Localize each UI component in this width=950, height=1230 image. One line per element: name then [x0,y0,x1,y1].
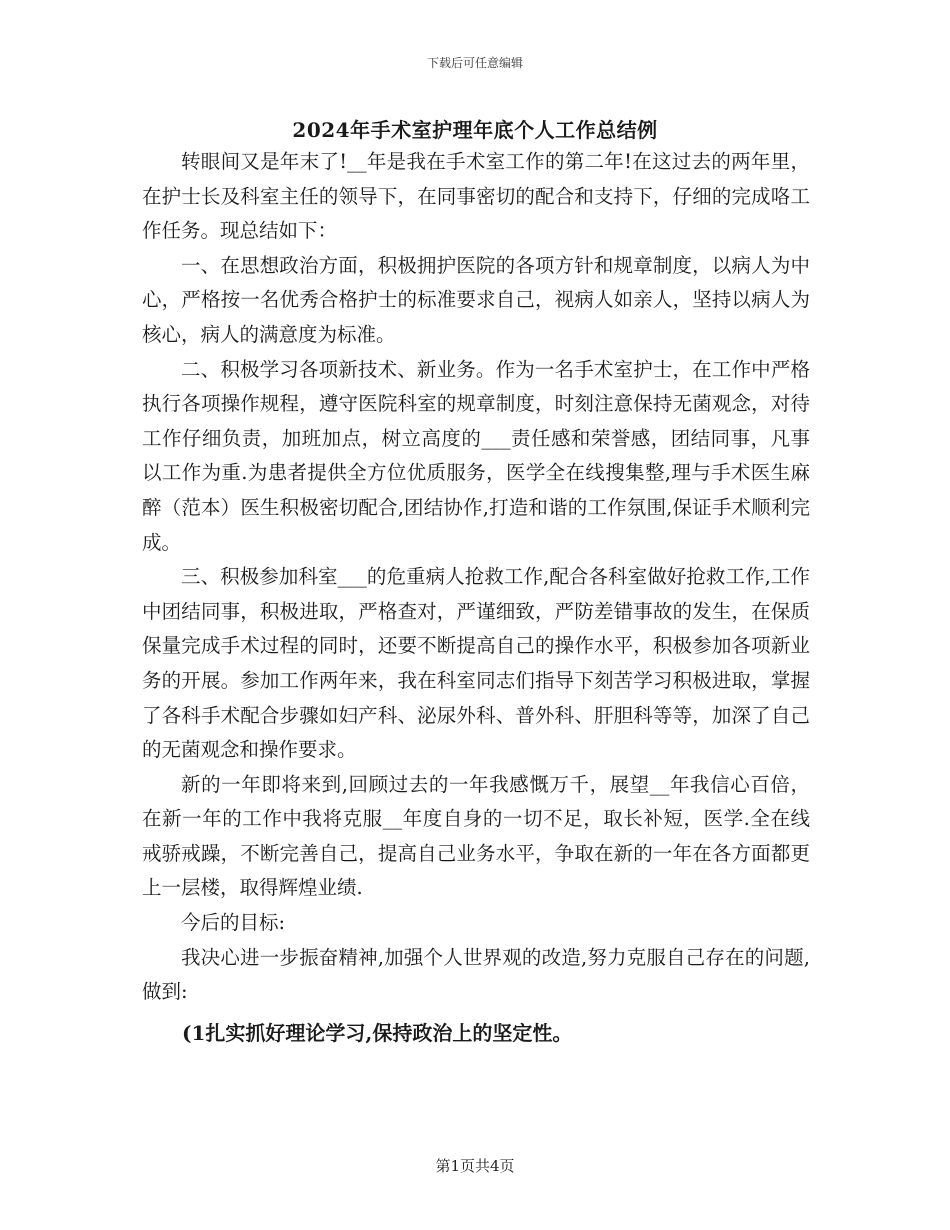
goal-item-1: (1扎实抓好理论学习,保持政治上的坚定性。 [182,1020,573,1045]
paragraph-new-year: 新的一年即将来到,回顾过去的一年我感慨万千，展望__年我信心百倍，在新一年的工作中我将克服__年度自身的一切不足，取长补短，医学.全在线戒骄戒躁，不断完善自己，提高自己业务水平，争取在新的一年在各方面都更上一层楼，取得辉煌业绩. [142,772,810,900]
paragraph-goals-heading: 今后的目标: [181,911,286,935]
page-indicator: 第1页共4页 [435,1157,515,1175]
header-note: 下载后可任意编辑 [426,56,523,70]
paragraph-section-2: 二、积极学习各项新技术、新业务。作为一名手术室护士，在工作中严格执行各项操作规程，遵守医院科室的规章制度，时刻注意保持无菌观念，对待工作仔细负责，加班加点，树立高度的___责任感和荣誉感，团结同事，凡事以工作为重.为患者提供全方位优质服务，医学全在线搜集整,理与手术医生麻醉（范本）医生积极密切配合,团结协作,打造和谐的工作氛围,保证手术顺利完成。 [142,357,810,554]
paragraph-section-1: 一、在思想政治方面，积极拥护医院的各项方针和规章制度，以病人为中心，严格按一名优秀合格护士的标准要求自己，视病人如亲人，坚持以病人为核心，病人的满意度为标准。 [142,253,810,346]
document-title: 2024年手术室护理年底个人工作总结例 [292,118,658,142]
paragraph-section-3: 三、积极参加科室___的危重病人抢救工作,配合各科室做好抢救工作,工作中团结同事，积极进取，严格查对，严谨细致，严防差错事故的发生，在保质保量完成手术过程的同时，还要不断提高自己的操作水平，积极参加各项新业务的开展。参加工作两年来，我在科室同志们指导下刻苦学习积极进取，掌握了各科手术配合步骤如妇产科、泌尿外科、普外科、肝胆科等等，加深了自己的无菌观念和操作要求。 [142,565,810,762]
document-body [142,145,810,1050]
paragraph-goals-intro: 我决心进一步振奋精神,加强个人世界观的改造,努力克服自己存在的问题,做到: [142,945,810,1004]
paragraph-intro: 转眼间又是年末了!__年是我在手术室工作的第二年!在这过去的两年里，在护士长及科室主任的领导下，在同事密切的配合和支持下，仔细的完成咯工作任务。现总结如下： [142,150,810,243]
